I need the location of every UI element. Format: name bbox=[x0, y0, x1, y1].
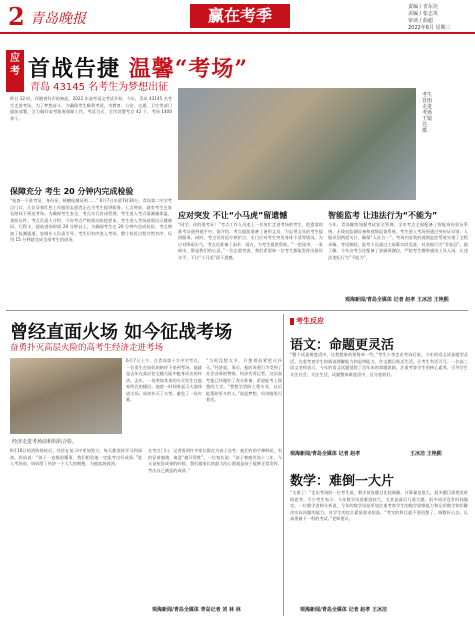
story2-byline: 观海新闻/青岛全媒体 青岛记者 刘 林 林 bbox=[152, 607, 241, 613]
page-number: 2 bbox=[8, 2, 25, 31]
math-headline: 数学：难倒一大片 bbox=[290, 474, 395, 489]
chinese-byline: 观海新闻/青岛全媒体 记者 赵孝 bbox=[290, 451, 361, 457]
exam-rain-photo bbox=[178, 88, 416, 200]
section-divider bbox=[6, 310, 468, 311]
section-banner: 赢在考季 bbox=[190, 4, 290, 28]
column-divider bbox=[283, 314, 284, 616]
story1-col1: “检查一下准考证、身份证，核酸检测证明……” 6月7日早晨7时30分，青岛第二中学考点门口，几位穿着红色工作服的志愿者正在为考生提供服务。七点钟前，就有考生在家长陪同下到达考场。为确保考生安全，考点实行封闭管理，考生进入考点需测量体温、查验证件。考点负责人介绍，今年考点严格落实防疫要求，考生进入考场前须出示健康码、行程卡，提前进场时间 20 分钟以上。为确保考生在 20 分钟内完成检验，考点增加了检测通道，安排专人负责引导。考生们有序进入考场，整个检验过程井然有序，仅用 15 分钟就完成全部考生的进场。 bbox=[10, 198, 172, 242]
paper-name: 青岛晚报 bbox=[30, 11, 86, 27]
photo2-caption: 经济走进考场前和妈妈合影。 bbox=[12, 439, 78, 445]
special-section-tag bbox=[290, 316, 324, 326]
headline-part2: 温馨“考场” bbox=[128, 56, 248, 82]
story1-subhead1: 保障充分 考生 20 分钟内完成检验 bbox=[10, 187, 134, 196]
story1-intro: 昨日 12 时，伴随着铃声的响起，2022 年高考语文考试开始。今年，青岛 43145 名考生走进考场，为了梦想奋斗。为确保考生顺利考试，市教育、公安、交通、卫生等部门提前部署，全力做好高考服务保障工作。考试当天，全市设置考点 42 个，考场 1400 余个。 bbox=[10, 96, 172, 121]
photo1-caption: 考生冒雨走进考场 王镜达 摄 bbox=[422, 92, 433, 134]
editor-line: 责编 / 青东亮 bbox=[408, 4, 438, 10]
story2-subheadline: 奋勇扑灭高层火险的高考生经济走进考场 bbox=[10, 343, 164, 353]
special-tag-label: 考生反应 bbox=[296, 317, 324, 325]
story1-col2: “同学，你的准考证！”考点工作人员追上一名匆忙走进考场的考生，把遗落的准考证递到他手中。据介绍，考点提前准备了备用文具，为忘带文具的考生提供服务。同时，考点设有医疗救护点，专门应对考生突发身体不适等情况。为应对降雨天气，考点还准备了雨伞、雨衣，为考生提供帮助。“一把雨伞、一张纸巾，都是我们的心意。”一位志愿者说，我们希望每一位考生都能发挥出最好水平，不让“小马虎”留下遗憾。 bbox=[178, 222, 323, 260]
masthead bbox=[0, 0, 475, 34]
editor-line: 2022年6月 星期三 bbox=[408, 25, 451, 31]
chinese-byline-names: 王冰洁 王艳熙 bbox=[410, 451, 442, 457]
story1-subhead2: 应对突发 不让“小马虎”留遗憾 bbox=[178, 211, 288, 220]
math-body: “太难了！”走出考场的一位考生说，数学试卷题目比较新颖，计算量也很大，很多题目需要花时间思考。不少考生表示，今年数学试卷难度较大，尤其是最后几道大题，很多同学没有时间做完。一位数学老师分析说，今年的数学试卷更加注重考查学生的数学思维能力和运用数学知识解决实际问题的能力，对学生的综合素质要求较高。“考完的科目就不要再想了，调整好心态，认真准备下一科的考试。”老师建议。 bbox=[290, 490, 468, 521]
story1-byline: 观海新闻/青岛全媒体 记者 赵孝 王冰洁 王艳熙 bbox=[345, 297, 449, 303]
editor-line: 审读 / 曲超 bbox=[408, 18, 433, 24]
story-tag: 应考 bbox=[6, 50, 24, 92]
student-mother-photo bbox=[10, 358, 122, 434]
chinese-headline: 语文：命题更灵活 bbox=[290, 338, 395, 353]
story2-col5: “当时没想太多，只想着赶紧把火扑灭。”经济说。事后，他的英勇行为受到了社会各界的赞扬。经济告诉记者，这次高考他已经做好了充分准备，希望能考上理想的大学。“我想学消防工程专业，以后能帮助更多的人。”说起梦想，经济眼里闪着光。 bbox=[206, 358, 282, 402]
story1-subhead3: 智能监考 让违法行为“不能为” bbox=[328, 211, 438, 220]
story1-subheadline: 青岛 43145 名考生为梦想出征 bbox=[30, 82, 169, 93]
story2-col7: 在考点门口，记者看到许多家长都在为孩子送考。他们有的手捧鲜花，有的穿着旗袍，寓意“旗开得胜”。一位家长说：“孩子寒窗苦读十二年，今天是检验成果的时候，我们做家长的最大的心愿就是孩子能够正常发挥，考出自己满意的成绩。” bbox=[148, 448, 283, 473]
headline-part1: 首战告捷 bbox=[28, 56, 121, 82]
math-byline: 观海新闻/青岛全媒体 记者 赵孝 王冰洁 bbox=[300, 607, 388, 613]
editor-block bbox=[408, 4, 470, 32]
editor-line: 美编 / 张志英 bbox=[408, 11, 438, 17]
chinese-body: “整个试卷难度适中，比我想象的要简单一些。”考生小李走出考场后说。今年的语文试卷题型灵活，注重考查学生的阅读理解能力和思辨能力。作文题目贴近生活，让考生有话可写。一位高三语文老师表示，今年的语文试题延续了近年来的命题思路，注重考查学生的核心素养，引导学生关注社会、关注生活，试题整体难度适中，区分度较好。 bbox=[290, 352, 468, 377]
story2-col6: 6月16日的消防体检后，经济在复习中更加努力，每天都坚持学习到深夜。妈妈说：“孩子一直都很懂事，我们相信他一定能考出好成绩。”进入考场前，妈妈给了经济一个大大的拥抱，为他加油鼓劲。 bbox=[10, 448, 142, 466]
story1-col3: 今年，青岛继续加强考试安全管理，全市考点全部配备了智能身份验证系统、无线电监测设备和视频巡查系统。考生进入考场须通过身份证识别、人脸识别两道关口，确保“人证合一”。考场内安装的视频监控系统实现了全程录像，考试期间，监考人员通过大屏幕实时巡查，对违规行为“零容忍”。据了解，今年各考点还配备了金属探测仪，严防考生携带通讯工具入场，让违法违纪行为“不能为”。 bbox=[328, 222, 468, 260]
tag-bar-icon bbox=[290, 318, 294, 325]
story2-col4: 6月7日上午，在青岛第十九中学考点，一位男生在妈妈的陪伴下来到考场。他就是去年在高层住宅楼火险中挺身而出的经济。去年，一场突如其来的火灾发生在他家所在的楼层，他第一时间拿起灭火器冲进火场，成功扑灭了火势，避免了一场灾难。 bbox=[126, 358, 202, 402]
story2-headline: 曾经直面火场 如今征战考场 bbox=[10, 322, 233, 343]
